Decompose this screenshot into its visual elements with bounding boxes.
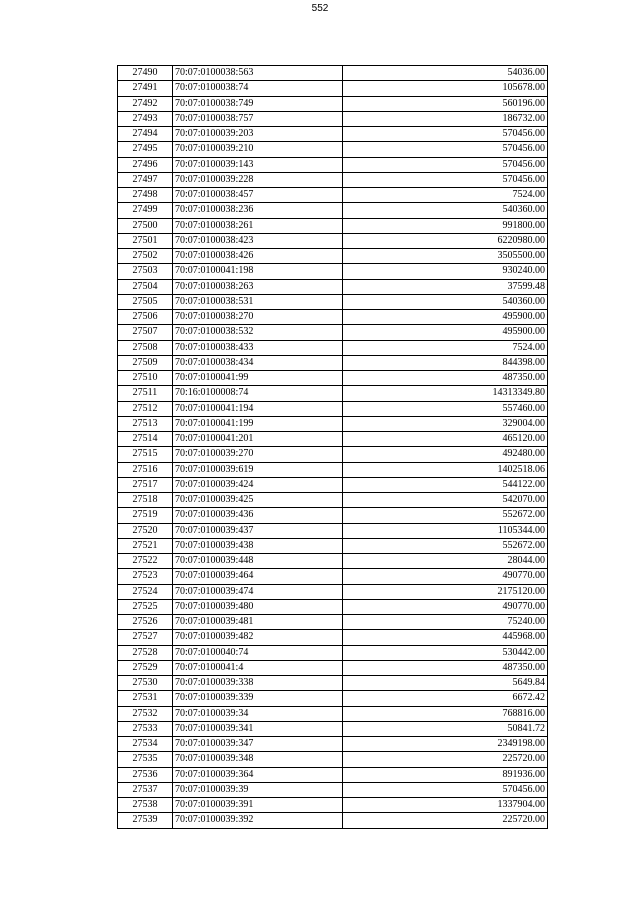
- cadastral-number-cell: 70:07:0100038:531: [173, 294, 343, 309]
- row-number-cell: 27513: [118, 416, 173, 431]
- cadastral-number-cell: 70:07:0100039:392: [173, 813, 343, 828]
- cadastral-number-cell: 70:07:0100039:391: [173, 798, 343, 813]
- row-number-cell: 27504: [118, 279, 173, 294]
- cadastral-number-cell: 70:07:0100039:481: [173, 615, 343, 630]
- value-cell: 487350.00: [343, 371, 548, 386]
- table-row: [118, 111, 548, 126]
- row-number-cell: 27506: [118, 310, 173, 325]
- row-number-cell: 27512: [118, 401, 173, 416]
- row-number-cell: 27511: [118, 386, 173, 401]
- cadastral-number-cell: 70:07:0100039:482: [173, 630, 343, 645]
- cadastral-number-cell: 70:07:0100039:364: [173, 767, 343, 782]
- row-number-cell: 27495: [118, 142, 173, 157]
- cadastral-number-cell: 70:07:0100041:201: [173, 432, 343, 447]
- table-row: [118, 721, 548, 736]
- value-cell: 560196.00: [343, 96, 548, 111]
- row-number-cell: 27499: [118, 203, 173, 218]
- value-cell: 75240.00: [343, 615, 548, 630]
- value-cell: 570456.00: [343, 157, 548, 172]
- value-cell: 28044.00: [343, 554, 548, 569]
- table-row: [118, 371, 548, 386]
- value-cell: 2175120.00: [343, 584, 548, 599]
- cadastral-number-cell: 70:07:0100039:341: [173, 721, 343, 736]
- row-number-cell: 27490: [118, 66, 173, 81]
- row-number-cell: 27527: [118, 630, 173, 645]
- table-row: [118, 66, 548, 81]
- value-cell: 544122.00: [343, 477, 548, 492]
- value-cell: 570456.00: [343, 782, 548, 797]
- table-row: [118, 676, 548, 691]
- value-cell: 14313349.80: [343, 386, 548, 401]
- row-number-cell: 27500: [118, 218, 173, 233]
- table-row: [118, 706, 548, 721]
- value-cell: 495900.00: [343, 310, 548, 325]
- row-number-cell: 27494: [118, 127, 173, 142]
- table-row: [118, 477, 548, 492]
- row-number-cell: 27536: [118, 767, 173, 782]
- table-row: [118, 218, 548, 233]
- cadastral-number-cell: 70:07:0100038:263: [173, 279, 343, 294]
- value-cell: 490770.00: [343, 599, 548, 614]
- row-number-cell: 27539: [118, 813, 173, 828]
- value-cell: 5649.84: [343, 676, 548, 691]
- cadastral-number-cell: 70:07:0100038:434: [173, 355, 343, 370]
- row-number-cell: 27535: [118, 752, 173, 767]
- cadastral-number-cell: 70:07:0100038:423: [173, 233, 343, 248]
- cadastral-number-cell: 70:07:0100039:437: [173, 523, 343, 538]
- value-cell: 7524.00: [343, 340, 548, 355]
- cadastral-number-cell: 70:07:0100039:228: [173, 172, 343, 187]
- row-number-cell: 27498: [118, 188, 173, 203]
- row-number-cell: 27533: [118, 721, 173, 736]
- cadastral-number-cell: 70:07:0100039:448: [173, 554, 343, 569]
- row-number-cell: 27519: [118, 508, 173, 523]
- table-row: [118, 294, 548, 309]
- table-row: [118, 355, 548, 370]
- row-number-cell: 27501: [118, 233, 173, 248]
- value-cell: 552672.00: [343, 508, 548, 523]
- row-number-cell: 27493: [118, 111, 173, 126]
- value-cell: 105678.00: [343, 81, 548, 96]
- table-row: [118, 584, 548, 599]
- value-cell: 487350.00: [343, 660, 548, 675]
- value-cell: 991800.00: [343, 218, 548, 233]
- table-row: [118, 432, 548, 447]
- table-row: [118, 691, 548, 706]
- row-number-cell: 27524: [118, 584, 173, 599]
- table-row: [118, 340, 548, 355]
- row-number-cell: 27525: [118, 599, 173, 614]
- value-cell: 540360.00: [343, 203, 548, 218]
- table-row: [118, 645, 548, 660]
- table-row: [118, 172, 548, 187]
- cadastral-number-cell: 70:07:0100039:438: [173, 538, 343, 553]
- table-row: [118, 630, 548, 645]
- row-number-cell: 27538: [118, 798, 173, 813]
- value-cell: 465120.00: [343, 432, 548, 447]
- table-row: [118, 767, 548, 782]
- row-number-cell: 27523: [118, 569, 173, 584]
- value-cell: 6672.42: [343, 691, 548, 706]
- table-row: [118, 660, 548, 675]
- row-number-cell: 27502: [118, 249, 173, 264]
- cadastral-number-cell: 70:07:0100038:270: [173, 310, 343, 325]
- table-body: [118, 66, 548, 829]
- row-number-cell: 27515: [118, 447, 173, 462]
- cadastral-number-cell: 70:07:0100039:436: [173, 508, 343, 523]
- row-number-cell: 27537: [118, 782, 173, 797]
- row-number-cell: 27503: [118, 264, 173, 279]
- table-row: [118, 96, 548, 111]
- cadastral-number-cell: 70:07:0100039:474: [173, 584, 343, 599]
- cadastral-number-cell: 70:07:0100039:347: [173, 737, 343, 752]
- cadastral-number-cell: 70:07:0100038:757: [173, 111, 343, 126]
- table-row: [118, 508, 548, 523]
- cadastral-number-cell: 70:07:0100038:426: [173, 249, 343, 264]
- table-row: [118, 813, 548, 828]
- row-number-cell: 27510: [118, 371, 173, 386]
- table-row: [118, 569, 548, 584]
- table-row: [118, 310, 548, 325]
- cadastral-number-cell: 70:07:0100039:464: [173, 569, 343, 584]
- value-cell: 50841.72: [343, 721, 548, 736]
- value-cell: 552672.00: [343, 538, 548, 553]
- table-row: [118, 233, 548, 248]
- value-cell: 495900.00: [343, 325, 548, 340]
- cadastral-number-cell: 70:07:0100041:199: [173, 416, 343, 431]
- value-cell: 1105344.00: [343, 523, 548, 538]
- table-row: [118, 554, 548, 569]
- cadastral-number-cell: 70:07:0100038:261: [173, 218, 343, 233]
- value-cell: 844398.00: [343, 355, 548, 370]
- value-cell: 2349198.00: [343, 737, 548, 752]
- cadastral-number-cell: 70:07:0100039:338: [173, 676, 343, 691]
- value-cell: 540360.00: [343, 294, 548, 309]
- value-cell: 570456.00: [343, 172, 548, 187]
- table-row: [118, 325, 548, 340]
- value-cell: 930240.00: [343, 264, 548, 279]
- cadastral-number-cell: 70:07:0100039:619: [173, 462, 343, 477]
- table-row: [118, 203, 548, 218]
- value-cell: 54036.00: [343, 66, 548, 81]
- row-number-cell: 27518: [118, 493, 173, 508]
- row-number-cell: 27534: [118, 737, 173, 752]
- row-number-cell: 27529: [118, 660, 173, 675]
- row-number-cell: 27508: [118, 340, 173, 355]
- cadastral-number-cell: 70:07:0100039:39: [173, 782, 343, 797]
- cadastral-number-cell: 70:07:0100039:203: [173, 127, 343, 142]
- table-row: [118, 462, 548, 477]
- value-cell: 3505500.00: [343, 249, 548, 264]
- cadastral-number-cell: 70:07:0100038:433: [173, 340, 343, 355]
- cadastral-value-table: [117, 65, 548, 829]
- value-cell: 37599.48: [343, 279, 548, 294]
- cadastral-number-cell: 70:07:0100038:532: [173, 325, 343, 340]
- cadastral-number-cell: 70:16:0100008:74: [173, 386, 343, 401]
- table-row: [118, 81, 548, 96]
- row-number-cell: 27528: [118, 645, 173, 660]
- row-number-cell: 27491: [118, 81, 173, 96]
- row-number-cell: 27509: [118, 355, 173, 370]
- cadastral-number-cell: 70:07:0100038:749: [173, 96, 343, 111]
- value-cell: 530442.00: [343, 645, 548, 660]
- table-row: [118, 798, 548, 813]
- table-row: [118, 142, 548, 157]
- table-row: [118, 188, 548, 203]
- value-cell: 445968.00: [343, 630, 548, 645]
- row-number-cell: 27496: [118, 157, 173, 172]
- cadastral-number-cell: 70:07:0100038:563: [173, 66, 343, 81]
- value-cell: 891936.00: [343, 767, 548, 782]
- cadastral-number-cell: 70:07:0100039:270: [173, 447, 343, 462]
- value-cell: 557460.00: [343, 401, 548, 416]
- cadastral-number-cell: 70:07:0100041:194: [173, 401, 343, 416]
- cadastral-number-cell: 70:07:0100039:339: [173, 691, 343, 706]
- row-number-cell: 27532: [118, 706, 173, 721]
- table-row: [118, 752, 548, 767]
- row-number-cell: 27497: [118, 172, 173, 187]
- table-row: [118, 249, 548, 264]
- cadastral-number-cell: 70:07:0100041:4: [173, 660, 343, 675]
- table-row: [118, 447, 548, 462]
- value-cell: 542070.00: [343, 493, 548, 508]
- cadastral-number-cell: 70:07:0100039:348: [173, 752, 343, 767]
- value-cell: 1337904.00: [343, 798, 548, 813]
- row-number-cell: 27531: [118, 691, 173, 706]
- value-cell: 570456.00: [343, 142, 548, 157]
- value-cell: 1402518.06: [343, 462, 548, 477]
- table-row: [118, 737, 548, 752]
- row-number-cell: 27522: [118, 554, 173, 569]
- value-cell: 329004.00: [343, 416, 548, 431]
- row-number-cell: 27507: [118, 325, 173, 340]
- table-row: [118, 493, 548, 508]
- cadastral-number-cell: 70:07:0100038:457: [173, 188, 343, 203]
- cadastral-number-cell: 70:07:0100039:480: [173, 599, 343, 614]
- table-row: [118, 538, 548, 553]
- cadastral-number-cell: 70:07:0100041:99: [173, 371, 343, 386]
- table-row: [118, 157, 548, 172]
- table-row: [118, 523, 548, 538]
- cadastral-number-cell: 70:07:0100039:143: [173, 157, 343, 172]
- table-row: [118, 386, 548, 401]
- table-row: [118, 279, 548, 294]
- page-number: 552: [311, 3, 329, 14]
- value-cell: 225720.00: [343, 752, 548, 767]
- value-cell: 768816.00: [343, 706, 548, 721]
- cadastral-number-cell: 70:07:0100040:74: [173, 645, 343, 660]
- cadastral-number-cell: 70:07:0100039:425: [173, 493, 343, 508]
- cadastral-number-cell: 70:07:0100041:198: [173, 264, 343, 279]
- table-row: [118, 599, 548, 614]
- cadastral-number-cell: 70:07:0100039:34: [173, 706, 343, 721]
- table-row: [118, 416, 548, 431]
- row-number-cell: 27492: [118, 96, 173, 111]
- row-number-cell: 27505: [118, 294, 173, 309]
- cadastral-number-cell: 70:07:0100038:74: [173, 81, 343, 96]
- table-row: [118, 401, 548, 416]
- cadastral-number-cell: 70:07:0100038:236: [173, 203, 343, 218]
- row-number-cell: 27516: [118, 462, 173, 477]
- value-cell: 186732.00: [343, 111, 548, 126]
- value-cell: 492480.00: [343, 447, 548, 462]
- row-number-cell: 27514: [118, 432, 173, 447]
- table-row: [118, 782, 548, 797]
- row-number-cell: 27521: [118, 538, 173, 553]
- row-number-cell: 27530: [118, 676, 173, 691]
- row-number-cell: 27517: [118, 477, 173, 492]
- cadastral-number-cell: 70:07:0100039:424: [173, 477, 343, 492]
- value-cell: 225720.00: [343, 813, 548, 828]
- value-cell: 490770.00: [343, 569, 548, 584]
- value-cell: 570456.00: [343, 127, 548, 142]
- table-row: [118, 615, 548, 630]
- row-number-cell: 27526: [118, 615, 173, 630]
- value-cell: 7524.00: [343, 188, 548, 203]
- row-number-cell: 27520: [118, 523, 173, 538]
- table-row: [118, 127, 548, 142]
- table-row: [118, 264, 548, 279]
- value-cell: 6220980.00: [343, 233, 548, 248]
- cadastral-number-cell: 70:07:0100039:210: [173, 142, 343, 157]
